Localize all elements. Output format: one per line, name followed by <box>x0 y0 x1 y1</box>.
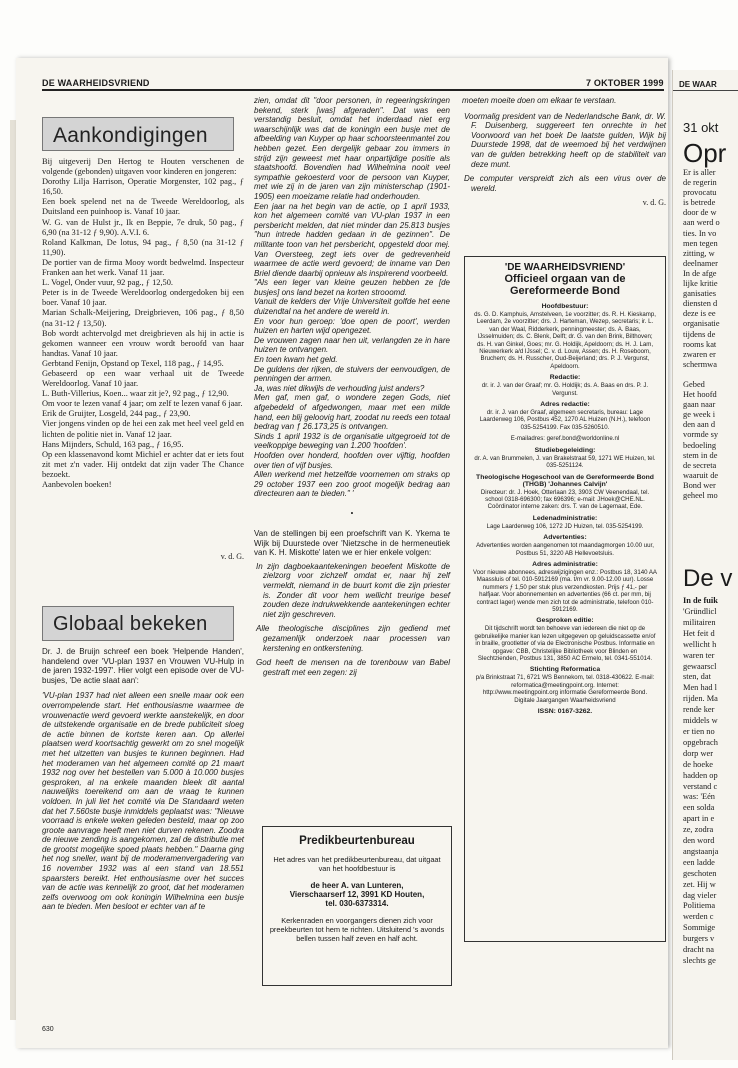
middle-column <box>254 96 450 682</box>
next-page-line: rooms kat <box>683 339 717 349</box>
next-page-line: Het hoofd <box>683 390 717 400</box>
next-page-line: deelnamer <box>683 258 718 268</box>
announcement-line: Bij uitgeverij Den Hertog te Houten verschenen de volgende (gebonden) uitgaven voor kinderen en jongeren: <box>42 157 244 177</box>
next-page <box>672 70 738 1060</box>
announcements-banner: Aankondigingen <box>42 117 234 151</box>
stelling-item: God heeft de mensen na de torenbouw van Babel gestraft met een zegen: zij <box>256 658 450 677</box>
announcement-line: L. Buth-Villerius, Koen... waar zit je?, 92 pag., ƒ 12,90. <box>42 389 229 399</box>
preek-note: Kerkenraden en voorgangers dienen zich voor preekbeurten tot hem te richten. Uitsluitend 's avonds bellen tussen half zeven en half acht. <box>269 916 445 943</box>
announcement-line: Gebaseerd op een waar verhaal uit de Tweede Wereldoorlog. Vanaf 10 jaar. <box>42 368 244 389</box>
running-header: DE WAARHEIDSVRIEND <box>42 78 150 88</box>
announcement-line: Bob wordt achtervolgd met dreigbrieven als hij in actie is gekomen wanneer een vrouw wordt beroofd van haar handtas. Vanaf 10 jaar. <box>42 328 244 358</box>
next-page-lines <box>683 168 720 501</box>
right-signature: v. d. G. <box>642 198 666 208</box>
colophon-heading: Ledenadministratie: <box>532 514 598 522</box>
announcements-signature <box>42 552 244 562</box>
next-page-line: angstaanja <box>683 846 719 856</box>
next-page-line: opgebrach <box>683 737 718 747</box>
next-page-line: Bond wer <box>683 480 716 490</box>
next-page-line: stem in de <box>683 450 718 460</box>
announcement-line: Roland Kalkman, De lotus, 94 pag., ƒ 8,50 (na 31-12 ƒ 11,90). <box>42 237 244 257</box>
next-page-line: gewaarscl <box>683 661 717 671</box>
announcements-column <box>42 157 244 490</box>
next-page-line: ze, zodra <box>683 825 714 835</box>
poem <box>254 278 450 499</box>
separator: • <box>350 508 354 518</box>
next-page-line: men tegen <box>683 238 718 248</box>
header-date: 7 OKTOBER 1999 <box>586 78 664 88</box>
stellingen-list <box>254 562 450 678</box>
next-page-line: In de afge <box>683 268 717 278</box>
next-page-line: waaruit de <box>683 470 719 480</box>
announcement-line: Hans Mijnders, Schuld, 163 pag., ƒ 16,95. <box>42 439 184 449</box>
quote-continued: zien, omdat dit "door personen, in regeeringskringen bekend, sterk [was] afgeraden". Dat was een verstandig besluit, omdat het inderdaad niet erg waarschijnlijk was dat de koningin een busje met de afbeelding van Kuyper op haar schoorsteenmantel zou hebben gezet. Een dergelijk gebaar zou immers in strijd zijn geweest met haar onpartijdige positie als staatshoofd. Bovendien had Wilhelmina nooit veel sympathie gekoesterd voor de persoon van Kuyper, met wie zij in de jaren van zijn ministerschap (1901-1905) een moeizame relatie had onderhouden. <box>254 96 450 201</box>
colophon-text: Lage Laarderweg 106, 1272 JD Huizen, tel. 035-5254199. <box>486 522 644 530</box>
next-page-line: Sommige <box>683 923 716 933</box>
announcement-line: Peter is in de Tweede Wereldoorlog ondergedoken bij een boer. Vanaf 10 jaar. <box>42 288 244 308</box>
colophon-text: dr. ir. J. van der Graaf, algemeen secretaris, bureau: Lage Laarderweg 106, Postbus 452, 1270 AL Huizen (N.H.), telefoon 035-5254199. Fax 035-5260510. <box>479 409 651 431</box>
colophon-title-3: Gereformeerde Bond <box>509 285 621 297</box>
right-column <box>462 96 666 208</box>
poem-line: "Als een leger van kleine geuzen hebben ze [de busjes] ons land bezet na korten strooomd. <box>254 278 450 297</box>
colophon-text: Advertenties worden aangenomen tot maandagmorgen 10.00 uur, Postbus 51, 3220 AB Hellevoetsluis. <box>476 542 654 557</box>
announcement-line: Om voor te lezen vanaf 4 jaar; om zelf te lezen vanaf 6 jaar. <box>42 399 243 409</box>
stelling-item: In zijn dagboekaantekeningen beoefent Miskotte de zielzorg voor zichzelf omdat er, naar hij zelf vermeldt, niemand in de buurt komt die zijn priester is. Zonder dit voor hem wellicht treurige besef zouden deze indrukwekkende aantekeningen echter niet zijn geschreven. <box>256 561 450 619</box>
next-page-line: werden c <box>683 912 714 922</box>
next-page-line: rende ker <box>683 705 715 715</box>
next-page-line: waren ter <box>683 650 715 660</box>
right-continued: moeten moeite doen om elkaar te verstaan. <box>462 96 617 105</box>
next-page-line: sten, dat <box>683 672 711 682</box>
stelling-item: Alle theologische disciplines zijn gediend met gezamenlijk onderzoek naar processen van kerstening en ontkerstening. <box>256 624 450 653</box>
colophon-heading: Adres administratie: <box>532 560 598 568</box>
colophon-heading: Hoofdbestuur: <box>541 303 589 310</box>
poem-line: En toen kwam het geld. <box>254 355 338 365</box>
next-page-line: ge week i <box>683 410 716 420</box>
poem-line: En voor hun geroep: 'doe open de poort', werden huizen en harten wijd opengezet. <box>254 316 450 336</box>
next-page-lines-2 <box>683 607 718 967</box>
poem-line: De vrouwen zagen naar hen uit, verlangden ze in hare huizen te ontvangen. <box>254 335 450 355</box>
next-page-line: dracht na <box>683 945 714 955</box>
global-intro: Dr. J. de Bruijn schreef een boek 'Helpende Handen', handelend over 'VU-plan 1937 en Vrouwen VU-Hulp in de jaren 1932-1997'. Hier volgt een episode over de VU-busjes, 'De actie slaat aan': <box>42 647 244 685</box>
poem-line: Ja, was niet dikwijls de verhouding juist anders? <box>254 383 425 393</box>
preek-address-2: Vierschaarserf 12, 3991 KD Houten, <box>289 890 425 899</box>
colophon-heading: Redactie: <box>549 374 581 382</box>
next-page-line <box>683 370 720 380</box>
announcement-line: Een boek spelend net na de Tweede Wereldoorlog, als Duitsland een puinhoop is. Vanaf 10 jaar. <box>42 197 244 217</box>
preek-intro: Het adres van het predikbeurtenbureau, dat uitgaat van het hoofdbestuur is <box>273 855 441 873</box>
next-page-line: burgers v <box>683 934 715 944</box>
next-page-line: dorp wer <box>683 748 713 758</box>
next-page-rule <box>673 90 738 91</box>
announcement-line: Gerbtand Fenijn, Opstand op Texel, 118 pag., ƒ 14,95. <box>42 358 224 368</box>
next-page-line: is betrede <box>683 198 716 208</box>
announcement-line: Vier jongens vinden op de hei een zak met heel veel geld en lichten de politie niet in. Vanaf 12 jaar. <box>42 419 244 439</box>
next-page-line: was: 'Eén <box>683 792 715 802</box>
next-page-line: organisatie <box>683 319 720 329</box>
next-page-line: dag vieler <box>683 890 717 900</box>
preek-phone: tel. 030-6373314. <box>325 899 389 908</box>
next-page-line: aan werd o <box>683 218 720 228</box>
next-page-line: tijdens de <box>683 329 716 339</box>
colophon-heading: ISSN: 0167-3262. <box>537 708 593 716</box>
global-banner: Globaal bekeken <box>42 606 234 641</box>
next-page-line: verstand c <box>683 781 718 791</box>
preek-title: Predikbeurtenbureau <box>299 835 415 847</box>
poem-line: Allen werkend met hetzelfde voornemen om straks op 29 october 1937 een zoo groot mogelijk bedrag aan directeuren aan te bieden." ' <box>254 470 450 499</box>
header-rule <box>42 89 664 91</box>
colophon-text: dr. ir. J. van der Graaf; mr. G. Holdijk; ds. A. Baas en drs. P. J. Vergunst. <box>481 382 649 397</box>
next-page-line: er tien no <box>683 726 715 736</box>
next-page-line: militairen <box>683 617 716 627</box>
right-bullets <box>462 112 666 194</box>
next-page-line: een solda <box>683 803 715 813</box>
colophon-heading: Adres redactie: <box>540 401 590 409</box>
announcement-line: Erik de Gruijter, Losgeld, 244 pag., ƒ 23,90. <box>42 409 191 419</box>
next-page-title-1: Opr <box>683 138 727 168</box>
colophon-title-1: 'DE WAARHEIDSVRIEND' <box>504 262 626 273</box>
quote-continued-2: Een jaar na het begin van de actie, op 1 april 1933, kon het algemeen comité van VU-plan 1937 in een persbericht melden, dat niet minder dan 25.813 busjes "hun intrede hadden gedaan in de gezinnen". De militante toon van het persbericht, opgesteld door mej. Van Oversteeg, zegt iets over de gedrevenheid waarmee de actie werd gevoerd; de inname van Den Briel diende daarbij opnieuw als inspirerend voorbeeld. <box>254 201 450 278</box>
next-page-line: geheel mo <box>683 491 718 500</box>
colophon-text: ds. G. D. Kamphuis, Amstelveen, 1e voorzitter; ds. R. H. Kieskamp, Leerdam, 2e voorzitter; drs. J. Harteman, Wezep, secretaris; ir. L. van der Waal, Ridderkerk, penningmeester; ds. A. Baas, IJsselmuiden; ds. C. Blenk, Delft; dr. G. van den Brink, Bilthoven; ds. H. van Ginkel, Goes; mr. G. Holdijk, Apeldoorn; ds. H. J. Lam, Nieuwerkerk a/d IJssel; C. v. d. Louw, Assen; ds. H. Roseboom, Bruchem; ds. H. Russcher, Oud-Beijerland; drs. P. J. Vergunst, Apeldoorn. <box>474 311 656 370</box>
colophon-box <box>464 256 666 942</box>
colophon-text: Dit tijdschrift wordt ten behoeve van iedereen die niet op de gebruikelijke manier kan lezen uitgegeven op geluidscassette en/of in braille, grootletter of via de Electronische Postbus. Informatie en opgave: CBB, Christelijke Bibliotheek voor Blinden en Slechtzienden, Postbus 131, 3850 AC Ermelo, tel. 0341-551014. <box>474 625 656 662</box>
next-page-line: Politiema <box>683 901 716 911</box>
next-page-line: slechts ge <box>683 956 716 965</box>
global-quote: 'VU-plan 1937 had niet alleen een snelle maar ook een overrompelende start. Het enthousiasme waarmee de vrouwenactie werd gevoerd werkte aanstekelijk, en door de uitstekende organisatie en de brede publiciteit sloeg de actie binnen de kortste keren aan. Op allerlei plaatsen werd koortsachtig gewerkt om zo snel mogelijk met het uitzetten van busjes te kunnen beginnen. Had het moderamen van het algemeen comité op 21 maart 1932 nog over het bestellen van 5.000 à 10.000 busjes gesproken, al na enkele maanden bleek dit aantal nauwelijks toereikend om aan de vraag te kunnen voldoen. In juli liet het comité via De Standaard weten dat het 7.560ste busje inmiddels geplaatst was: "Nieuwe voorraad is enkele weken geleden besteld, maar op zoo groote aanvrage heeft men niet durven rekenen. Zoodra de nieuwe zending is aangekomen, zal de distributie met de grootst mogelijke spoed plaats hebben." Daarna ging het nog sneller, want bij de moderamenvergadering van 16 november 1932 was al een stand van 18.551 spaarsters bereikt. Het enthousiasme over het succes van de actie was kennelijk zo groot, dat het moderamen zelfs overwoog om ook koningin Wilhelmina een busje aan te bieden. Men besloot er echter van af te <box>42 691 244 912</box>
next-page-line: wellicht h <box>683 639 717 649</box>
colophon-text: Directeur: dr. J. Hoek, Otterlaan 23, 3903 CW Veenendaal, tel. school 0318-696300; fax 696396; e-mail: JHoek@CHE.NL. Coördinator interne zaken: drs. T. van de Lagemaat, Ede. <box>480 488 650 511</box>
next-page-line: de regerin <box>683 178 717 188</box>
next-page-line: rijden. Ma <box>683 694 718 704</box>
next-page-line: door de w <box>683 208 717 218</box>
right-bullet-item: De computer verspreidt zich als een virus over de wereld. <box>464 174 666 193</box>
next-page-line: Er is aller <box>683 168 716 177</box>
next-page-line: lijke kritie <box>683 279 718 289</box>
next-page-date: 31 okt <box>683 120 719 135</box>
poem-line: Sinds 1 april 1932 is de organisatie uitgegroeid tot de veelkoppige beweging van 1.200 'hoofden'. <box>254 431 450 451</box>
next-page-line: middels w <box>683 716 718 726</box>
colophon-heading: Stichting Reformatica <box>529 666 601 674</box>
next-page-line: vormde sy <box>683 430 719 440</box>
poem-line: Hoofden over honderd, hoofden over vijftig, hoofden over tien of vijf busjes. <box>254 450 450 470</box>
next-page-line: deze is ee <box>683 309 716 319</box>
next-page-line: zitting, w <box>683 248 715 258</box>
poem-line: Vanuit de kelders der Vrije Universiteit golfde het eene duizendtal na het andere de wereld in. <box>254 297 450 317</box>
stellingen-intro: Van de stellingen bij een proefschrift van K. Ykema te Wijk bij Duurstede over 'Nietzsche in de hermeneutiek van K. H. Miskotte' laten we er hier enkele volgen: <box>254 529 450 558</box>
global-column <box>42 647 244 912</box>
colophon-heading: Theologische Hogeschool van de Gereformeerde Bond (THGB) 'Johannes Calvijn' <box>476 473 654 488</box>
page-number: 630 <box>42 1026 54 1033</box>
next-page-line: zet. Hij w <box>683 879 716 889</box>
next-page-line: gaan naar <box>683 400 716 410</box>
colophon-text: p/a Brinkstraat 71, 6721 WS Bennekom, tel. 0318-430622. E-mail: reformatica@meetingpoint.org. Internet: http://www.meetingpoint.org informatie Gereformeerde Bond. Digitale Jaargangen Waarheidsvriend <box>475 674 655 704</box>
next-page-line: bedoeling <box>683 440 717 450</box>
next-page-line: schermwa <box>683 359 717 369</box>
preek-address-1: de heer A. van Lunteren, <box>310 881 404 890</box>
preek-box <box>262 826 452 986</box>
announcement-line: Op een klassenavond komt Michiel er achter dat er iets fout zit met z'n vader. Hij ontdekt dat zijn vader The Chance bezoekt. <box>42 449 244 479</box>
next-page-line: zwaren er <box>683 349 716 359</box>
next-page-line: geschoten <box>683 868 717 878</box>
colophon-heading: Gesproken editie: <box>536 617 594 625</box>
next-page-line: 'Gründlicl <box>683 607 717 616</box>
next-page-line: ties. In vo <box>683 228 717 238</box>
announcement-line: W. G. van de Hulst jr., Ik en Beppie, 7e druk, 50 pag., ƒ 6,90 (na 31-12 ƒ 9,90). A.V.I. 6. <box>42 217 244 237</box>
next-page-line: de hoeke <box>683 759 713 769</box>
right-bullet-item: Voormalig president van de Nederlandsche Bank, dr. W. F. Duisenberg, suggereert ten onrechte in het Voorwoord van het boek De laatste gulden, Wijk bij Duurstede 1998, dat de weemoed bij het verdwijnen van de gulden betrekking heeft op de stabiliteit van deze munt. <box>464 111 666 169</box>
next-page-line: een ladde <box>683 857 715 867</box>
announcement-line: L. Vogel, Onder vuur, 92 pag., ƒ 12,50. <box>42 278 174 288</box>
poem-line: Men gaf, men gaf, o wondere zegen Gods, niet afgebedeld of afgedwongen, maar met een milde hand, een blij geloovig hart, zoodat nu reeds een totaal bedrag van ƒ 26.173,25 is ontvangen. <box>254 393 450 432</box>
next-page-line: den aan d <box>683 420 716 430</box>
announcement-line: Dorothy Lilja Harrison, Operatie Morgenster, 102 pag., ƒ 16,50. <box>42 177 244 197</box>
next-page-line: Het feit d <box>683 628 715 638</box>
next-page-line: apart in e <box>683 814 715 824</box>
colophon-title-2: Officieel orgaan van de <box>504 273 626 285</box>
colophon-text: dr. A. van Brummelen, J. van Brakelstraat 59, 1271 WE Huizen, tel. 035-5251124. <box>474 454 656 470</box>
next-page-line: de secreta <box>683 460 717 470</box>
next-page-line: provocatu <box>683 188 717 198</box>
next-page-line: hadden op <box>683 770 718 780</box>
signature: v. d. G. <box>220 552 244 561</box>
poem-line: De guldens der rijken, de stuivers der eenvoudigen, de penningen der armen. <box>254 364 450 384</box>
colophon-heading: Studiebegeleiding: <box>534 446 596 454</box>
next-page-line: ganisaties <box>683 289 717 299</box>
colophon-sections <box>473 303 657 715</box>
announcement-line: Aanbevolen boeken! <box>42 480 112 489</box>
next-page-sub: In de fuik <box>683 596 718 605</box>
announcement-line: Marian Schalk-Meijering, Dreigbrieven, 106 pag., ƒ 8,50 (na 31-12 ƒ 13,50). <box>42 308 244 328</box>
colophon-text: E-mailadres: geref.bond@worldonline.nl <box>510 435 620 443</box>
next-page-line: Gebed <box>683 379 705 389</box>
colophon-heading: Advertenties: <box>543 534 587 542</box>
next-page-title-2: De v <box>683 565 733 592</box>
next-page-line: den word <box>683 836 715 846</box>
next-page-line: Men had l <box>683 683 717 693</box>
announcement-line: De portier van de firma Mooy wordt bedwelmd. Inspecteur Franken aan het werk. Vanaf 11 jaar. <box>42 257 244 278</box>
colophon-text: Voor nieuwe abonnees, adreswijzigingen enz.: Postbus 18, 3140 AA Maassluis of tel. 010-5912169 (ma. t/m vr. 9.00-12.00 uur). Losse nummers ƒ 1,50 per stuk plus verzendkosten. Prijs ƒ 41,- per halfjaar. Voor abonnementen en advertenties (66 ct. per mm, bij contract lager) wende men zich tot de administratie, telefoon 010-5912169. <box>473 568 657 613</box>
next-page-header: DE WAAR <box>679 80 717 89</box>
next-page-line: diensten d <box>683 299 718 309</box>
